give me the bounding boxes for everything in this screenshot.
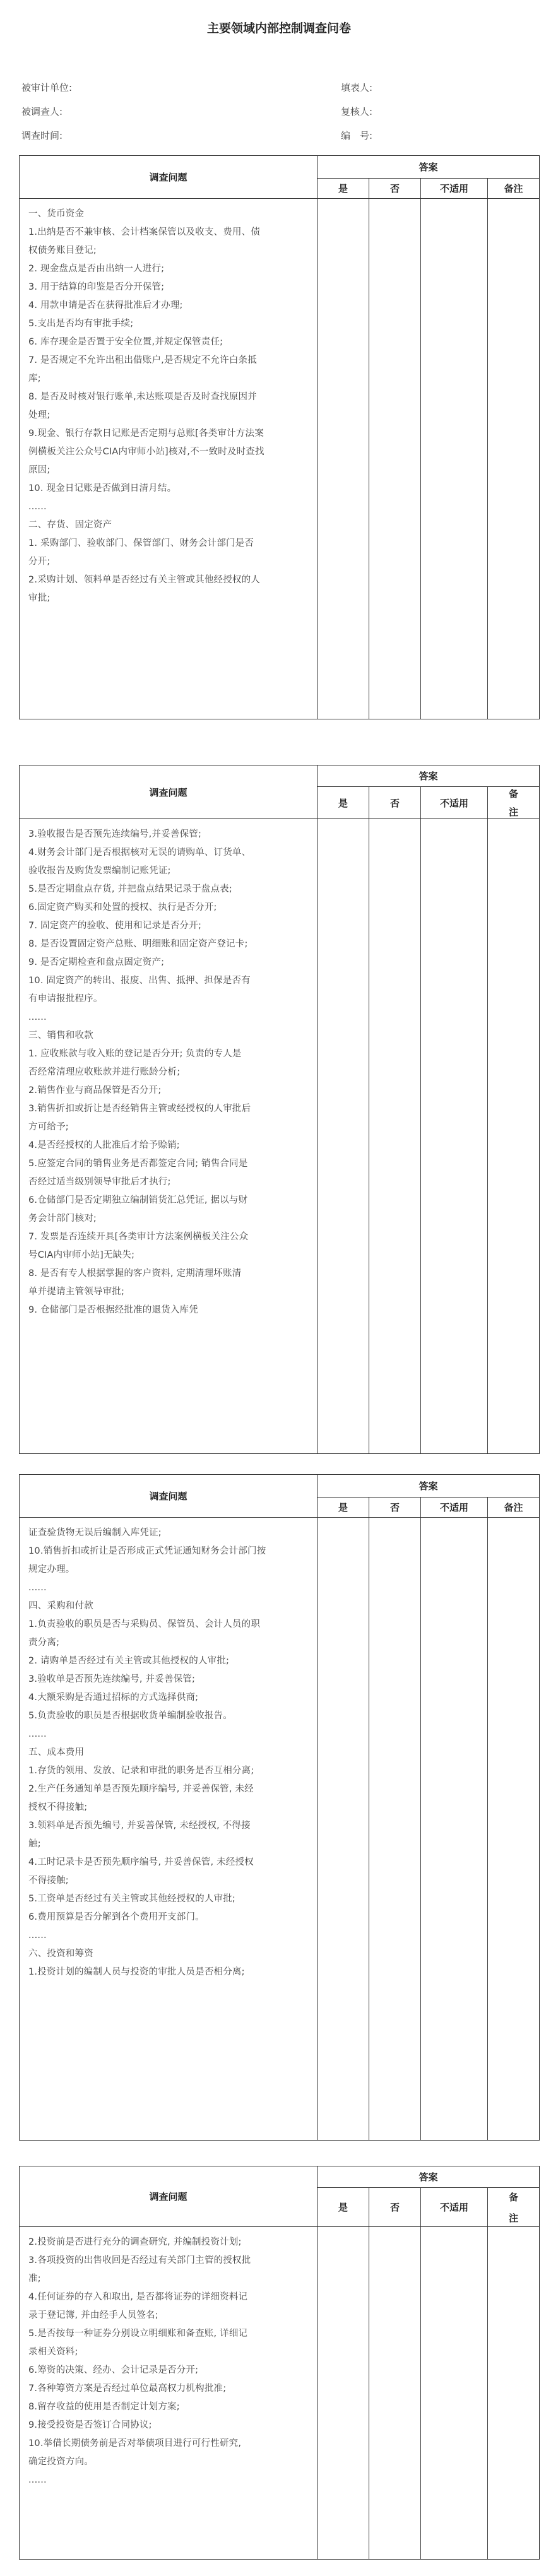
question-line: 二、存货、固定资产: [28, 520, 112, 530]
question-line: 9. 是否定期检查和盘点固定资产;: [28, 957, 165, 967]
question-line: 8. 是否有专人根据掌握的客户资料, 定期清理坏账清: [28, 1268, 242, 1279]
survey-table-4: [19, 2166, 540, 2560]
na-header: 不适用: [421, 2188, 488, 2227]
question-line: 7. 发票是否连续开具[各类审计方法案例横板关注公众: [28, 1232, 249, 1242]
question-line: 规定办理。: [28, 1564, 75, 1575]
question-line: 3.各项投资的出售收回是否经过有关部门主管的授权批: [28, 2255, 251, 2266]
no-answer-cell[interactable]: [369, 2227, 421, 2560]
question-line: 否经常清理应收账款并进行账龄分析;: [28, 1067, 181, 1077]
question-line: 三、销售和收款: [28, 1031, 93, 1041]
note-cell[interactable]: [488, 1518, 540, 2141]
question-line: 8.留存收益的使用是否制定计划方案;: [28, 2402, 180, 2412]
question-line: 触;: [28, 1839, 41, 1849]
note-cell[interactable]: [488, 199, 540, 719]
question-line: 6.固定资产购买和处置的授权、执行是否分开;: [28, 902, 217, 913]
question-line: 4.财务会计部门是否根据核对无误的请购单、订货单、: [28, 848, 251, 858]
question-line: 号CIA内审师小站]无缺失;: [28, 1250, 135, 1260]
question-cell: [20, 819, 318, 1454]
yes-header: 是: [318, 179, 369, 199]
na-answer-cell[interactable]: [421, 2227, 488, 2560]
question-line: 分开;: [28, 557, 50, 567]
answer-header: 答案: [318, 156, 540, 179]
question-line: 6.仓储部门是否定期独立编制销货汇总凭证, 据以与财: [28, 1195, 248, 1205]
question-line: 4.工时记录卡是否预先顺序编号, 并妥善保管, 未经授权: [28, 1857, 254, 1867]
question-line: 4.大额采购是否通过招标的方式选择供商;: [28, 1693, 199, 1703]
note-cell[interactable]: [488, 819, 540, 1454]
question-line: 6.筹资的决策、经办、会计记录是否分开;: [28, 2365, 199, 2375]
audited-unit-label: 被审计单位:: [21, 82, 73, 93]
question-line: 录于登记簿, 并由经手人员签名;: [28, 2310, 158, 2320]
note-header-top: 备: [509, 2191, 519, 2203]
question-line: 5.是否按每一种证券分别设立明细账和备查账, 详细记: [28, 2329, 248, 2339]
question-line: ......: [28, 1729, 47, 1739]
question-line: 处理;: [28, 410, 50, 420]
question-line: ......: [28, 502, 47, 512]
question-line: 授权不得接触;: [28, 1802, 88, 1812]
question-line: 2.采购计划、领料单是否经过有关主管或其他经授权的人: [28, 575, 261, 585]
question-line: 一、货币资金: [28, 209, 85, 219]
answer-header: 答案: [318, 2166, 540, 2188]
yes-header: 是: [318, 787, 369, 819]
question-line: 务会计部门核对;: [28, 1214, 97, 1224]
no-answer-cell[interactable]: [369, 199, 421, 719]
question-line: 4.任何证券的存入和取出, 是否都将证券的详细资料记: [28, 2292, 248, 2302]
question-line: ......: [28, 1930, 47, 1941]
question-line: 审批;: [28, 593, 50, 603]
question-line: 证查验货物无误后编制入库凭证;: [28, 1528, 162, 1538]
note-header-bottom: 注: [509, 806, 519, 818]
filler-label: 填表人:: [341, 82, 373, 93]
question-line: 6. 库存现金是否置于安全位置,并规定保管责任;: [28, 337, 223, 347]
question-line: 1. 采购部门、验收部门、保管部门、财务会计部门是否: [28, 538, 254, 548]
question-line: 否经过适当级别领导审批后才执行;: [28, 1177, 171, 1187]
yes-answer-cell[interactable]: [318, 199, 369, 719]
question-line: 2.生产任务通知单是否预先顺序编号, 并妥善保管, 未经: [28, 1784, 254, 1794]
no-header: 否: [369, 1498, 421, 1518]
yes-header: 是: [318, 2188, 369, 2227]
question-line: 不得接触;: [28, 1876, 69, 1886]
question-line: 6.费用预算是否分解到各个费用开支部门。: [28, 1912, 205, 1922]
question-line: 4.是否经授权的人批准后才给予赊销;: [28, 1140, 180, 1150]
question-line: 有申请报批程序。: [28, 994, 103, 1004]
note-header-bottom: 注: [509, 2212, 519, 2224]
question-header: 调查问题: [20, 765, 318, 819]
na-answer-cell[interactable]: [421, 199, 488, 719]
na-answer-cell[interactable]: [421, 1518, 488, 2141]
question-line: 六、投资和筹资: [28, 1949, 93, 1959]
note-cell[interactable]: [488, 2227, 540, 2560]
no-answer-cell[interactable]: [369, 1518, 421, 2141]
yes-answer-cell[interactable]: [318, 819, 369, 1454]
question-line: 原因;: [28, 465, 50, 475]
question-line: 确定投资方向。: [28, 2457, 93, 2467]
question-line: 2. 现金盘点是否由出纳一人进行;: [28, 264, 165, 274]
question-line: 3.销售折扣或折让是否经销售主管或经授权的人审批后: [28, 1104, 251, 1114]
note-header: 备注: [488, 1498, 540, 1518]
respondent-label: 被调查人:: [21, 106, 63, 117]
question-line: 责分离;: [28, 1638, 60, 1648]
question-line: ......: [28, 1012, 47, 1022]
no-header: 否: [369, 787, 421, 819]
question-line: 3.领料单是否预先编号, 并妥善保管, 未经授权, 不得接: [28, 1821, 251, 1831]
reviewer-label: 复核人:: [341, 106, 373, 117]
question-line: 10.销售折扣或折让是否形成正式凭证通知财务会计部门按: [28, 1546, 266, 1556]
question-line: 2. 请购单是否经过有关主管或其他授权的人审批;: [28, 1656, 230, 1666]
question-line: 7.各种筹资方案是否经过单位最高权力机构批准;: [28, 2384, 227, 2394]
question-line: 1.存货的领用、发放、记录和审批的职务是否互相分离;: [28, 1766, 254, 1776]
na-header: 不适用: [421, 179, 488, 199]
question-line: 3.验收报告是否预先连续编号,并妥善保管;: [28, 829, 202, 839]
question-line: 1.负责验收的职员是否与采购员、保管员、会计人员的职: [28, 1619, 261, 1629]
question-line: 8. 是否设置固定资产总账、明细账和固定资产登记卡;: [28, 939, 248, 949]
note-header-top: 备: [509, 788, 519, 800]
question-line: ......: [28, 2475, 47, 2485]
question-line: 权债务账目登记;: [28, 245, 97, 256]
question-line: 5.是否定期盘点存货, 并把盘点结果记录于盘点表;: [28, 884, 232, 894]
question-line: 1. 应收账款与收入账的登记是否分开; 负责的专人是: [28, 1049, 242, 1059]
question-header: 调查问题: [20, 2166, 318, 2227]
question-line: 准;: [28, 2274, 41, 2284]
question-line: 2.投资前是否进行充分的调查研究, 并编制投资计划;: [28, 2237, 242, 2247]
question-line: 4. 用款申请是否在获得批准后才办理;: [28, 300, 183, 310]
question-line: 5.负责验收的职员是否根据收货单编制验收报告。: [28, 1711, 232, 1721]
question-line: 5.应签定合同的销售业务是否都签定合同; 销售合同是: [28, 1159, 248, 1169]
question-line: 8. 是否及时核对银行账单,未达账项是否及时查找原因并: [28, 392, 257, 402]
survey-table-1: [19, 155, 540, 719]
question-line: 五、成本费用: [28, 1747, 85, 1758]
question-cell: [20, 1518, 318, 2141]
question-line: 验收报告及购货发票编制记账凭证;: [28, 866, 171, 876]
question-cell: [20, 199, 318, 719]
no-header: 否: [369, 179, 421, 199]
note-header: [488, 2188, 540, 2227]
question-line: 7. 固定资产的验收、使用和记录是否分开;: [28, 921, 202, 931]
no-header: 否: [369, 2188, 421, 2227]
question-line: 1.出纳是否不兼审核、会计档案保管以及收支、费用、债: [28, 227, 261, 237]
number-label: 编 号:: [341, 130, 373, 141]
survey-table-2: [19, 765, 540, 1454]
question-line: 例横板关注公众号CIA内审师小站]核对,不一致时及时查找: [28, 447, 264, 457]
page-title: 主要领域内部控制调查问卷: [206, 21, 351, 35]
question-line: 5.工资单是否经过有关主管或其他经授权的人审批;: [28, 1894, 236, 1904]
note-header: 备注: [488, 179, 540, 199]
survey-time-label: 调查时间:: [21, 130, 63, 141]
question-line: 2.销售作业与商品保管是否分开;: [28, 1085, 162, 1096]
question-line: 录相关资料;: [28, 2347, 78, 2357]
na-header: 不适用: [421, 787, 488, 819]
question-cell: [20, 2227, 318, 2560]
answer-header: 答案: [318, 765, 540, 787]
question-line: 9.现金、银行存款日记账是否定期与总账[各类审计方法案: [28, 428, 264, 439]
na-answer-cell[interactable]: [421, 819, 488, 1454]
na-header: 不适用: [421, 1498, 488, 1518]
question-line: 9.接受投资是否签订合同协议;: [28, 2420, 152, 2430]
question-line: 7. 是否规定不允许出租出借账户,是否规定不允许白条抵: [28, 355, 257, 365]
question-line: 10.举借长期债务前是否对举债项目进行可行性研究,: [28, 2438, 242, 2449]
question-line: 方可给予;: [28, 1122, 69, 1132]
question-line: 四、采购和付款: [28, 1601, 93, 1611]
question-header: 调查问题: [20, 156, 318, 199]
question-line: ......: [28, 1583, 47, 1593]
question-line: 库;: [28, 374, 41, 384]
question-line: 10. 固定资产的转出、报废、出售、抵押、担保是否有: [28, 976, 251, 986]
question-line: 10. 现金日记账是否做到日清月结。: [28, 483, 177, 493]
question-line: 9. 仓储部门是否根据经批准的退货入库凭: [28, 1305, 198, 1315]
question-line: 3.验收单是否预先连续编号, 并妥善保管;: [28, 1674, 196, 1684]
question-line: 单并提请主管领导审批;: [28, 1287, 125, 1297]
no-answer-cell[interactable]: [369, 819, 421, 1454]
yes-header: 是: [318, 1498, 369, 1518]
answer-header: 答案: [318, 1475, 540, 1498]
survey-table-3: [19, 1474, 540, 2141]
yes-answer-cell[interactable]: [318, 1518, 369, 2141]
question-line: 5.支出是否均有审批手续;: [28, 319, 134, 329]
yes-answer-cell[interactable]: [318, 2227, 369, 2560]
question-line: 1.投资计划的编制人员与投资的审批人员是否相分离;: [28, 1967, 245, 1977]
question-header: 调查问题: [20, 1475, 318, 1518]
question-line: 3. 用于结算的印鉴是否分开保管;: [28, 282, 165, 292]
note-header: [488, 787, 540, 819]
